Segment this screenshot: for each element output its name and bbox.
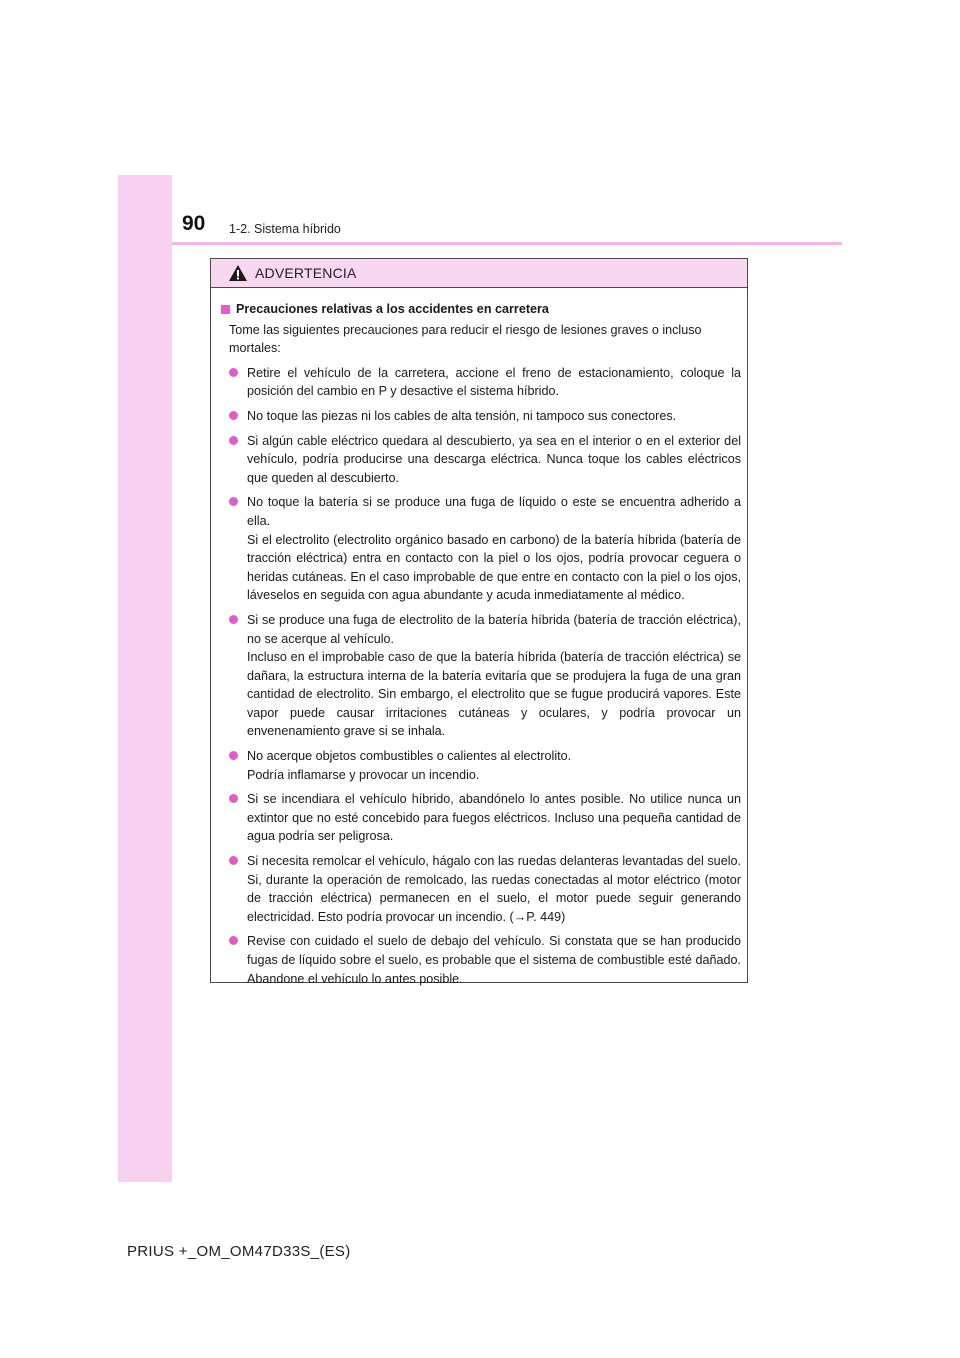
bullet-paragraph: Si se incendiara el vehículo híbrido, abandónelo lo antes posible. No utilice nunca un extintor que no esté concebido para fuegos eléctricos. Incluso una pequeña cantidad de agua podría ser peligrosa. xyxy=(247,792,741,844)
bullet-paragraph: Incluso en el improbable caso de que la batería híbrida (batería de tracción eléctrica) se dañara, la estructura interna de la batería evitaría que se produjera la fuga de una gran cantidad de electrolito. Sin embargo, el electrolito que se fugue producirá vapores. Este vapor puede causar irritaciones cutáneas y oculares, y podría provocar un envenenamiento grave si se inhala. xyxy=(247,650,741,739)
side-color-band xyxy=(118,175,172,1182)
round-bullet-icon xyxy=(229,856,238,865)
bullet-paragraph: No toque la batería si se produce una fuga de líquido o este se encuentra adherido a ella. xyxy=(247,495,741,528)
footer-code: PRIUS +_OM_OM47D33S_(ES) xyxy=(127,1243,351,1260)
round-bullet-icon xyxy=(229,436,238,445)
bullet-list xyxy=(221,364,741,988)
bullet-paragraph: Retire el vehículo de la carretera, accione el freno de estacionamiento, coloque la posición del cambio en P y desactive el sistema híbrido. xyxy=(247,365,741,399)
round-bullet-icon xyxy=(229,497,238,506)
bullet-paragraph: No acerque objetos combustibles o calientes al electrolito. xyxy=(247,749,572,764)
round-bullet-icon xyxy=(229,936,238,945)
page-number: 90 xyxy=(182,212,206,235)
round-bullet-icon xyxy=(229,794,238,803)
bullet-paragraph: Si se produce una fuga de electrolito de la batería híbrida (batería de tracción eléctrica), no se acerque al vehículo. xyxy=(247,612,741,646)
warning-title: ADVERTENCIA xyxy=(255,265,357,281)
list-item xyxy=(247,493,741,605)
list-item xyxy=(247,432,741,488)
bullet-paragraph: Si algún cable eléctrico quedara al descubierto, ya sea en el interior o en el exterior del vehículo, podría producirse una descarga eléctrica. Nunca toque los cables eléctricos que queden al descubierto. xyxy=(247,433,741,485)
warning-triangle-icon xyxy=(228,264,248,282)
list-item xyxy=(247,790,741,846)
square-bullet-icon xyxy=(221,305,230,314)
warning-box xyxy=(210,258,748,986)
subheading xyxy=(221,300,741,319)
bullet-paragraph: Revise con cuidado el suelo de debajo del vehículo. Si constata que se han producido fugas de líquido sobre el suelo, es probable que el sistema de combustible esté dañado. Abandone el vehículo lo antes posible. xyxy=(247,934,741,986)
intro-text: Tome las siguientes precauciones para reducir el riesgo de lesiones graves o incluso mortales: xyxy=(229,322,702,356)
header-rule xyxy=(172,242,842,245)
list-item xyxy=(247,364,741,401)
list-item xyxy=(247,932,741,988)
round-bullet-icon xyxy=(229,411,238,420)
round-bullet-icon xyxy=(229,615,238,624)
bullet-paragraph: Si necesita remolcar el vehículo, hágalo con las ruedas delanteras levantadas del suelo. Si, durante la operación de remolcado, las ruedas conectadas al motor eléctrico (motor de tracción eléctrica) permanecen en el suelo, el motor puede seguir generando electricidad. Esto podría provocar un incendio. (→P. 449) xyxy=(247,854,741,924)
list-item xyxy=(247,407,741,426)
list-item xyxy=(247,852,741,926)
bullet-paragraph: Si el electrolito (electrolito orgánico basado en carbono) de la batería híbrida (batería de tracción eléctrica) entra en contacto con la piel o los ojos, podría provocar ceguera o heridas cutáneas. En el caso improbable de que entre en contacto con la piel o los ojos, láveselos en seguida con agua abundante y acuda inmediatamente al médico. xyxy=(247,532,741,603)
section-title: 1-2. Sistema híbrido xyxy=(229,222,341,236)
round-bullet-icon xyxy=(229,751,238,760)
bullet-paragraph: Podría inflamarse y provocar un incendio. xyxy=(247,767,480,782)
list-item xyxy=(247,747,741,784)
list-item xyxy=(247,611,741,741)
warning-header xyxy=(211,259,747,288)
bullet-paragraph: No toque las piezas ni los cables de alta tensión, ni tampoco sus conectores. xyxy=(247,408,677,423)
subheading-text: Precauciones relativas a los accidentes en carretera xyxy=(236,302,549,316)
warning-body xyxy=(211,288,747,988)
round-bullet-icon xyxy=(229,368,238,377)
